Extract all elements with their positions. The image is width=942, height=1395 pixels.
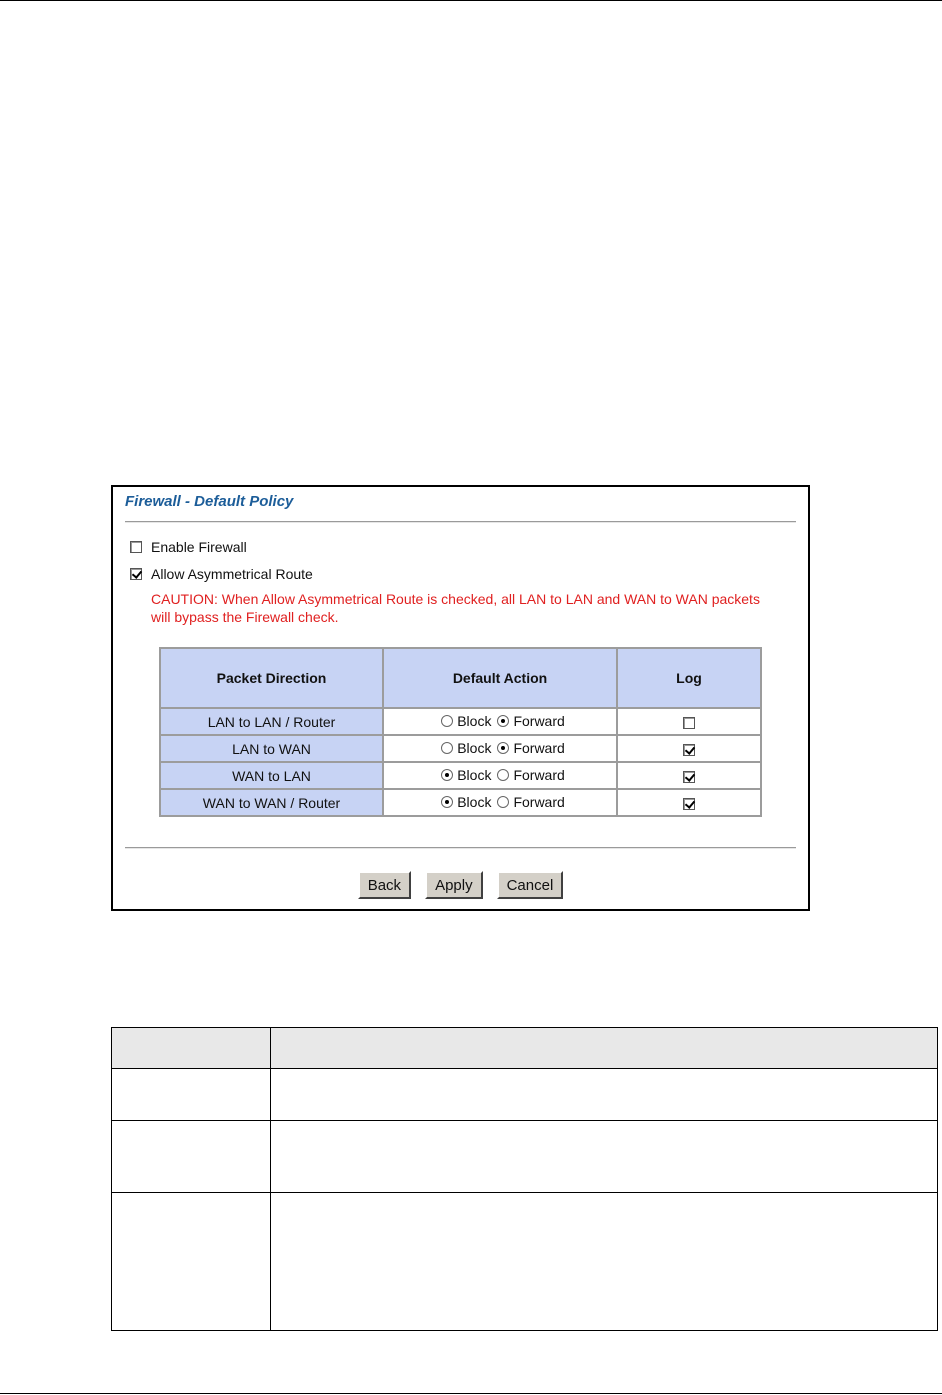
table-row bbox=[160, 708, 761, 735]
header-log: Log bbox=[617, 648, 761, 708]
page-top-rule bbox=[0, 0, 942, 1]
forward-label: Forward bbox=[513, 740, 565, 756]
default-action-cell bbox=[383, 789, 617, 816]
table-row bbox=[112, 1069, 938, 1121]
page-bottom-rule bbox=[0, 1393, 942, 1394]
forward-label: Forward bbox=[513, 794, 565, 810]
forward-radio[interactable] bbox=[497, 796, 509, 808]
title-divider bbox=[125, 521, 796, 523]
allow-asymmetrical-route-row[interactable] bbox=[130, 565, 313, 583]
default-policy-table bbox=[159, 647, 762, 817]
log-cell bbox=[617, 789, 761, 816]
allow-asymmetrical-route-label: Allow Asymmetrical Route bbox=[151, 566, 313, 582]
description-header-cell bbox=[271, 1028, 938, 1069]
block-radio[interactable] bbox=[441, 796, 453, 808]
button-row bbox=[113, 871, 808, 899]
block-radio[interactable] bbox=[441, 715, 453, 727]
packet-direction-cell: WAN to WAN / Router bbox=[160, 789, 383, 816]
log-cell bbox=[617, 708, 761, 735]
firewall-default-policy-panel bbox=[111, 485, 810, 911]
packet-direction-cell: LAN to WAN bbox=[160, 735, 383, 762]
log-checkbox[interactable] bbox=[683, 717, 695, 729]
description-cell bbox=[271, 1121, 938, 1193]
default-action-cell bbox=[383, 735, 617, 762]
log-checkbox[interactable] bbox=[683, 771, 695, 783]
block-label: Block bbox=[457, 794, 492, 810]
apply-button[interactable]: Apply bbox=[425, 871, 483, 899]
default-action-cell bbox=[383, 762, 617, 789]
log-checkbox[interactable] bbox=[683, 798, 695, 810]
block-label: Block bbox=[457, 713, 492, 729]
forward-radio[interactable] bbox=[497, 715, 509, 727]
block-radio[interactable] bbox=[441, 769, 453, 781]
caution-text bbox=[151, 590, 801, 626]
block-label: Block bbox=[457, 740, 492, 756]
table-row bbox=[160, 789, 761, 816]
description-cell bbox=[112, 1193, 271, 1331]
forward-radio[interactable] bbox=[497, 769, 509, 781]
block-label: Block bbox=[457, 767, 492, 783]
default-action-cell bbox=[383, 708, 617, 735]
caution-line-1: CAUTION: When Allow Asymmetrical Route is checked, all LAN to LAN and WAN to WAN packets bbox=[151, 591, 760, 607]
description-cell bbox=[112, 1121, 271, 1193]
enable-firewall-row[interactable] bbox=[130, 538, 247, 556]
panel-title: Firewall - Default Policy bbox=[125, 493, 294, 510]
forward-radio[interactable] bbox=[497, 742, 509, 754]
header-default-action: Default Action bbox=[383, 648, 617, 708]
packet-direction-cell: LAN to LAN / Router bbox=[160, 708, 383, 735]
forward-label: Forward bbox=[513, 713, 565, 729]
description-cell bbox=[112, 1069, 271, 1121]
table-row bbox=[160, 735, 761, 762]
caution-line-2: will bypass the Firewall check. bbox=[151, 609, 339, 625]
table-row bbox=[112, 1121, 938, 1193]
description-header-row bbox=[112, 1028, 938, 1069]
packet-direction-cell: WAN to LAN bbox=[160, 762, 383, 789]
table-row bbox=[160, 762, 761, 789]
block-radio[interactable] bbox=[441, 742, 453, 754]
forward-label: Forward bbox=[513, 767, 565, 783]
description-header-cell bbox=[112, 1028, 271, 1069]
log-checkbox[interactable] bbox=[683, 744, 695, 756]
description-table bbox=[111, 1027, 938, 1331]
allow-asymmetrical-route-checkbox[interactable] bbox=[130, 568, 142, 580]
description-cell bbox=[271, 1193, 938, 1331]
log-cell bbox=[617, 762, 761, 789]
buttons-divider bbox=[125, 847, 796, 849]
enable-firewall-checkbox[interactable] bbox=[130, 541, 142, 553]
description-cell bbox=[271, 1069, 938, 1121]
log-cell bbox=[617, 735, 761, 762]
table-header-row bbox=[160, 648, 761, 708]
header-packet-direction: Packet Direction bbox=[160, 648, 383, 708]
back-button[interactable]: Back bbox=[358, 871, 411, 899]
cancel-button[interactable]: Cancel bbox=[497, 871, 564, 899]
enable-firewall-label: Enable Firewall bbox=[151, 539, 247, 555]
table-row bbox=[112, 1193, 938, 1331]
